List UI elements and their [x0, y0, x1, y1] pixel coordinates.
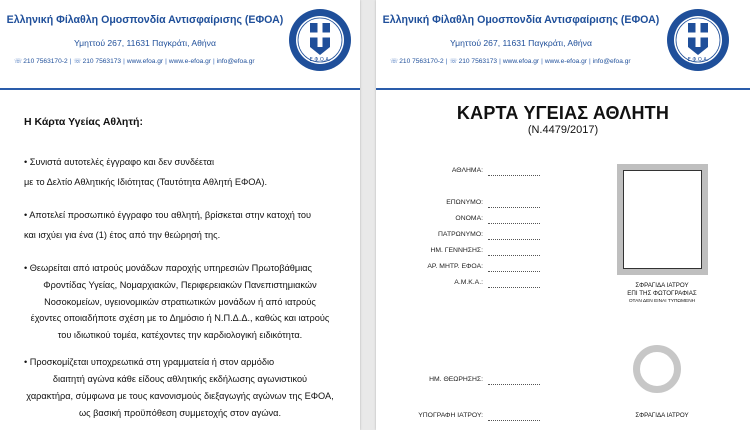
header-divider: [376, 88, 750, 90]
letterhead: [376, 0, 750, 90]
field-label-doctor-signature: ΥΠΟΓΡΑΦΗ ΙΑΤΡΟΥ:: [418, 412, 483, 419]
info-line: και ισχύει για ένα (1) έτος από την θεώρησή της.: [24, 230, 221, 240]
info-line: με το Δελτίο Αθλητικής Ιδιότητας (Ταυτότητα Αθλητή ΕΦΟΑ).: [24, 177, 268, 187]
fax-icon: ☏: [449, 58, 458, 65]
separator: |: [589, 58, 591, 65]
info-line: • Θεωρείται από ιατρούς μονάδων παροχής υπηρεσιών Πρωτοβάθμιας: [24, 263, 312, 273]
separator: |: [499, 58, 501, 65]
separator: |: [445, 58, 448, 65]
doctor-stamp-label: ΣΦΡΑΓΙΔΑ ΙΑΤΡΟΥ: [635, 412, 689, 419]
efoa-logo: [288, 8, 352, 72]
field-label-surname: ΕΠΩΝΥΜΟ:: [446, 199, 483, 206]
field-input-name[interactable]: [488, 223, 540, 224]
info-line: διαιτητή αγώνα κάθε είδους αθλητικής εκδήλωσης αγωνιστικού: [52, 374, 308, 384]
field-input-sport[interactable]: [488, 175, 540, 176]
email: info@efoa.gr: [592, 58, 631, 65]
website-2: www.e-efoa.gr: [168, 58, 211, 65]
separator: |: [213, 58, 215, 65]
efoa-logo: [666, 8, 730, 72]
info-heading: Η Κάρτα Υγείας Αθλητή:: [24, 116, 143, 128]
photo-stamp-note: ΟΤΑΝ ΔΕΝ ΕΙΝΑΙ ΤΥΠΩΜΕΝΗ: [628, 299, 696, 304]
field-label-name: ΟΝΟΜΑ:: [455, 215, 483, 222]
info-line: ως βασική προϋπόθεση συμμετοχής στον αγώνα.: [78, 408, 282, 418]
field-label-amka: Α.Μ.Κ.Α.:: [454, 279, 483, 286]
card-title: ΚΑΡΤΑ ΥΓΕΙΑΣ ΑΘΛΗΤΗ: [456, 103, 670, 123]
info-line: • Συνιστά αυτοτελές έγγραφο και δεν συνδέεται: [24, 157, 214, 167]
phone-2: 210 7563173: [82, 58, 122, 65]
federation-address: Υμηττού 267, 11631 Παγκράτι, Αθήνα: [74, 38, 216, 48]
photo-area[interactable]: [623, 170, 702, 269]
field-input-doctor-signature[interactable]: [488, 420, 540, 421]
field-input-registry-number[interactable]: [488, 271, 540, 272]
contact-line: [14, 57, 255, 65]
logo-lettering: Ε.Φ.Ο.Α.: [309, 57, 331, 63]
website-2: www.e-efoa.gr: [544, 58, 587, 65]
field-input-amka[interactable]: [488, 287, 540, 288]
phone-icon: ☏: [14, 58, 23, 65]
federation-address: Υμηττού 267, 11631 Παγκράτι, Αθήνα: [450, 38, 592, 48]
phone-icon: ☏: [390, 58, 399, 65]
field-input-father-name[interactable]: [488, 239, 540, 240]
left-page: [0, 0, 360, 430]
federation-name: Ελληνική Φίλαθλη Ομοσπονδία Αντισφαίρισης (ΕΦΟΑ): [382, 14, 660, 26]
federation-name: Ελληνική Φίλαθλη Ομοσπονδία Αντισφαίρισης (ΕΦΟΑ): [6, 14, 284, 26]
photo-frame: [617, 164, 708, 275]
phone-1: 210 7563170-2: [399, 58, 444, 65]
card-law-reference: (Ν.4479/2017): [527, 124, 599, 136]
header-divider: [0, 88, 360, 90]
info-line: Νοσοκομείων, υγειονομικών στρατιωτικών μονάδων ή από ιατρούς: [44, 297, 316, 307]
info-line: Φροντίδας Υγείας, Νομαρχιακών, Περιφερειακών Πανεπιστημιακών: [43, 280, 317, 290]
website-1: www.efoa.gr: [126, 58, 164, 65]
photo-stamp-note: ΕΠΙ ΤΗΣ ΦΩΤΟΓΡΑΦΙΑΣ: [627, 290, 697, 297]
doctor-stamp-area[interactable]: [633, 345, 681, 393]
info-line: του ιδιωτικού τομέα, κατέχοντες την καρδιολογική ειδικότητα.: [57, 330, 303, 340]
field-input-surname[interactable]: [488, 207, 540, 208]
info-line: έχοντες οποιαδήποτε σχέση με το Δημόσιο ή Ν.Π.Δ.Δ., καθώς και ιατρούς: [30, 313, 330, 323]
separator: |: [165, 58, 167, 65]
contact-line: [390, 57, 631, 65]
photo-stamp-note: ΣΦΡΑΓΙΔΑ ΙΑΤΡΟΥ: [635, 282, 689, 289]
info-line: • Προσκομίζεται υποχρεωτικά στη γραμματεία ή στον αρμόδιο: [24, 357, 275, 367]
email: info@efoa.gr: [216, 58, 255, 65]
website-1: www.efoa.gr: [502, 58, 540, 65]
phone-2: 210 7563173: [458, 58, 498, 65]
field-label-father-name: ΠΑΤΡΩΝΥΜΟ:: [438, 231, 483, 238]
separator: |: [69, 58, 72, 65]
field-label-sport: ΑΘΛΗΜΑ:: [451, 167, 483, 174]
field-label-registry-number: ΑΡ. ΜΗΤΡ. ΕΦΟΑ:: [427, 263, 483, 270]
info-line: χαρακτήρα, σύμφωνα με τους κανονισμούς διεξαγωγής αγώνων της ΕΦΟΑ,: [26, 391, 334, 401]
separator: |: [541, 58, 543, 65]
field-input-validation-date[interactable]: [488, 384, 540, 385]
info-line: • Αποτελεί προσωπικό έγγραφο του αθλητή, βρίσκεται στην κατοχή του: [24, 210, 312, 220]
field-label-birth-date: ΗΜ. ΓΕΝΝΗΣΗΣ:: [430, 247, 483, 254]
phone-1: 210 7563170-2: [23, 58, 68, 65]
field-input-birth-date[interactable]: [488, 255, 540, 256]
right-page: [376, 0, 750, 430]
letterhead: [0, 0, 360, 90]
fax-icon: ☏: [73, 58, 82, 65]
logo-lettering: Ε.Φ.Ο.Α.: [687, 57, 709, 63]
separator: |: [123, 58, 125, 65]
field-label-validation-date: ΗΜ. ΘΕΩΡΗΣΗΣ:: [429, 376, 483, 383]
